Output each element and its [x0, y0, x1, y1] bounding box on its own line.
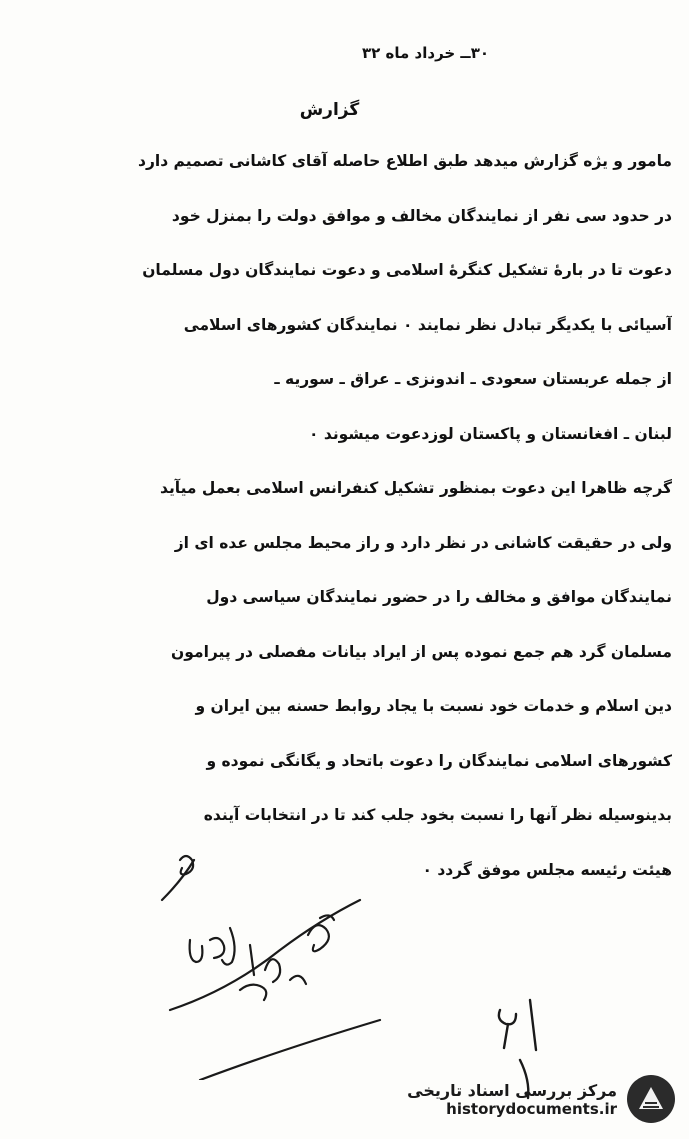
body-line: مسلمان گرد هم جمع نموده پس از ایراد بیانات مفصلی در پیرامون — [171, 642, 672, 661]
archive-logo-icon — [625, 1073, 677, 1125]
document-title: گزارش — [299, 100, 360, 120]
body-line: مامور و یژه گزارش میدهد طبق اطلاع حاصله آقای کاشانی تصمیم دارد — [138, 152, 672, 170]
document-date: ۳۰ــ خرداد ماه ۳۲ — [362, 44, 489, 62]
body-line: در حدود سی نفر از نمایندگان مخالف و موافق دولت را بمنزل خود — [171, 206, 672, 225]
document-body — [40, 150, 672, 913]
handwritten-signatures — [140, 840, 400, 1080]
body-line: دعوت تا در بارۀ تشکیل کنگرۀ اسلامی و دعوت نمایندگان دول مسلمان — [142, 261, 672, 279]
watermark-url: historydocuments.ir — [446, 1099, 617, 1118]
body-line: گرچه ظاهرا این دعوت بمنظور تشکیل کنفرانس اسلامی بعمل میآید — [160, 479, 672, 497]
watermark — [397, 1069, 677, 1129]
body-line: کشورهای اسلامی نمایندگان را دعوت باتحاد و یگانگی نموده و — [206, 751, 672, 770]
body-line: از جمله عربستان سعودی ـ اندونزی ـ عراق ـ سوریه ـ — [274, 370, 672, 388]
watermark-persian-label: مرکز بررسی اسناد تاریخی — [407, 1080, 617, 1100]
body-line: هیئت رئیسه مجلس موفق گردد ۰ — [422, 860, 672, 879]
body-line: آسیائی با یکدیگر تبادل نظر نمایند ۰ نمایندگان کشورهای اسلامی — [183, 315, 672, 334]
body-line: بدینوسیله نظر آنها را نسبت بخود جلب کند تا در انتخابات آینده — [203, 806, 672, 824]
body-line: دین اسلام و خدمات خود نسبت با یجاد روابط حسنه بین ایران و — [195, 697, 672, 715]
body-line: ولی در حقیقت کاشانی در نظر دارد و راز محیط مجلس عده ای از — [174, 533, 672, 552]
body-line: نمایندگان موافق و مخالف را در حضور نمایندگان سیاسی دول — [206, 588, 672, 606]
watermark-text — [407, 1081, 617, 1118]
body-line: لبنان ـ افغانستان و پاکستان لوزدعوت میشوند ۰ — [309, 424, 672, 443]
